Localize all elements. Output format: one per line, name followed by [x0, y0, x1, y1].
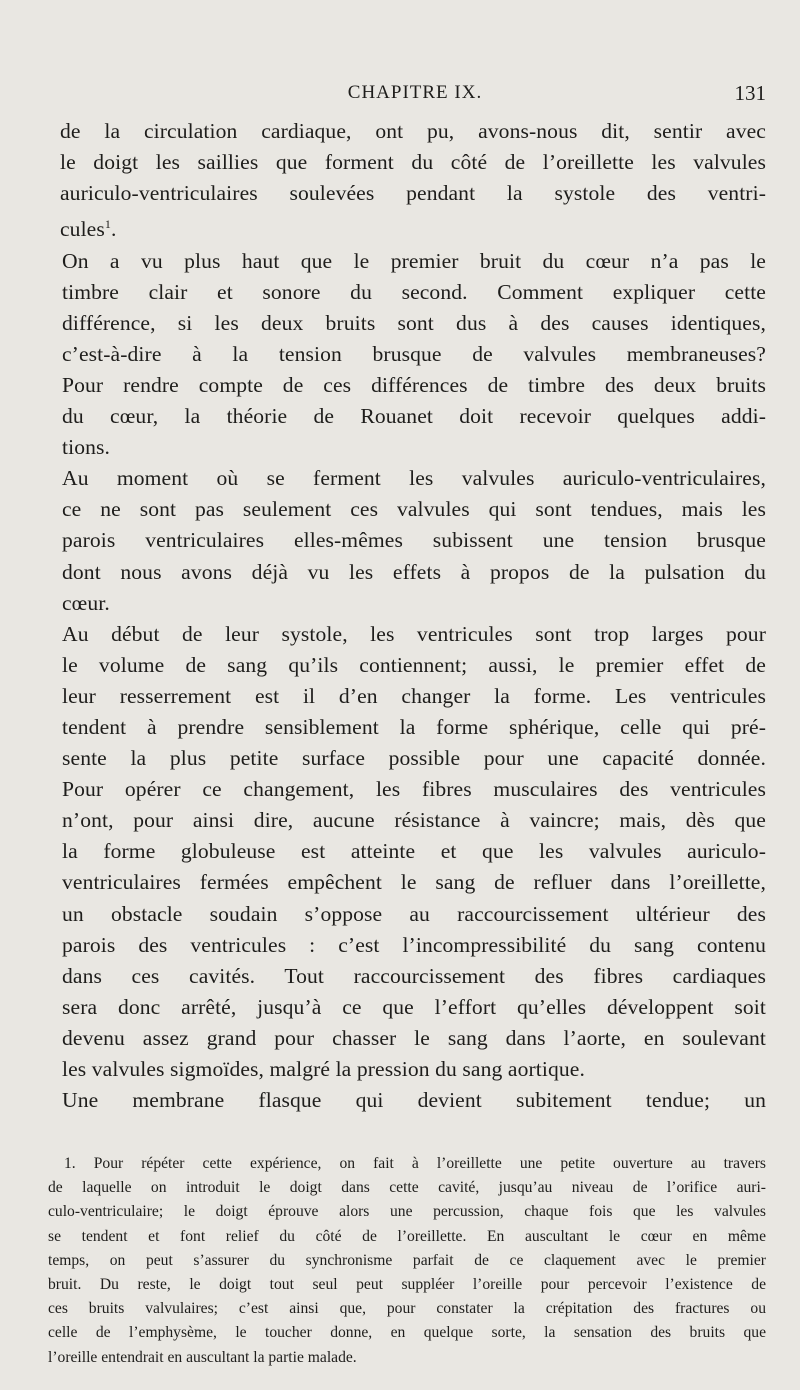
text-line: la forme globuleuse est atteinte et que les valvules auriculo- — [62, 839, 766, 864]
footnote-line: ces bruits valvulaires; c’est ainsi que, pour constater la crépitation des fractures ou — [48, 1300, 766, 1318]
footnote — [48, 1152, 766, 1370]
text-line: sente la plus petite surface possible pour une capacité donnée. — [62, 746, 766, 771]
text-line: c’est-à-dire à la tension brusque de valvules membraneuses? — [62, 341, 766, 366]
text-line: le volume de sang qu’ils contiennent; aussi, le premier effet de — [62, 652, 766, 677]
text-line — [60, 209, 766, 245]
text-line: les valvules sigmoïdes, malgré la pression du sang aortique. — [62, 1057, 585, 1081]
text-line: de la circulation cardiaque, ont pu, avons-nous dit, sentir avec — [60, 119, 766, 143]
text-line: dans ces cavités. Tout raccourcissement des fibres cardiaques — [62, 963, 766, 988]
paragraph — [60, 619, 766, 1085]
text-line: On a vu plus haut que le premier bruit du cœur n’a pas le — [62, 248, 766, 273]
text-line: Au début de leur systole, les ventricules sont trop larges pour — [62, 621, 766, 646]
text-line: différence, si les deux bruits sont dus à des causes identiques, — [62, 310, 766, 335]
body-text — [60, 116, 766, 1116]
text-line: tions. — [62, 435, 110, 460]
footnote-line: de laquelle on introduit le doigt dans cette cavité, jusqu’au niveau de l’orifice auri- — [48, 1179, 766, 1197]
paragraph — [60, 246, 766, 464]
text-line: un obstacle soudain s’oppose au raccourcissement ultérieur des — [62, 901, 766, 926]
footnote-line: culo-ventriculaire; le doigt éprouve alors une percussion, chaque fois que les valvules — [48, 1203, 766, 1221]
text-line: tendent à prendre sensiblement la forme sphérique, celle qui pré- — [62, 714, 766, 739]
footnote-line: se tendent et font relief du côté de l’oreillette. En auscultant le cœur en même — [48, 1227, 766, 1245]
paragraph — [60, 1085, 766, 1116]
text-line: leur resserrement est il d’en changer la forme. Les ventricules — [62, 683, 766, 708]
page-header — [60, 82, 770, 112]
footnote-line: celle de l’emphysème, le toucher donne, en quelque sorte, la sensation des bruits que — [48, 1324, 766, 1342]
text-line: ce ne sont pas seulement ces valvules qui sont tendues, mais les — [62, 497, 766, 522]
text-line: auriculo-ventriculaires soulevées pendant la systole des ventri- — [60, 181, 766, 206]
footnote-line: temps, on peut s’assurer du synchronisme parfait de ce claquement avec le premier — [48, 1251, 766, 1269]
text-fragment: . — [110, 217, 117, 242]
text-line: dont nous avons déjà vu les effets à propos de la pulsation du — [62, 559, 766, 584]
text-line: ventriculaires fermées empêchent le sang de refluer dans l’oreillette, — [62, 870, 766, 895]
text-line: parois ventriculaires elles-mêmes subissent une tension brusque — [62, 528, 766, 553]
text-line: timbre clair et sonore du second. Comment expliquer cette — [62, 279, 766, 304]
text-line: n’ont, pour ainsi dire, aucune résistance à vaincre; mais, dès que — [62, 808, 766, 833]
text-line: devenu assez grand pour chasser le sang dans l’aorte, en soulevant — [62, 1025, 766, 1050]
text-line: Pour rendre compte de ces différences de timbre des deux bruits — [62, 372, 766, 397]
text-fragment: cules — [60, 217, 105, 242]
text-line: Au moment où se ferment les valvules auriculo-ventriculaires, — [62, 466, 766, 491]
text-line: du cœur, la théorie de Rouanet doit recevoir quelques addi- — [62, 404, 766, 429]
footnote-line: l’oreille entendrait en auscultant la partie malade. — [48, 1348, 357, 1366]
footnote-reference: 1 — [104, 217, 111, 232]
text-line: parois des ventricules : c’est l’incompressibilité du sang contenu — [62, 932, 766, 957]
text-line: le doigt les saillies que forment du côté de l’oreillette les valvules — [60, 150, 766, 175]
page-number: 131 — [734, 81, 766, 105]
paragraph — [60, 463, 766, 618]
footnote-line: 1. Pour répéter cette expérience, on fait à l’oreillette une petite ouverture au travers — [64, 1155, 766, 1172]
footnote-line: bruit. Du reste, le doigt tout seul peut suppléer l’oreille pour percevoir l’existence de — [48, 1276, 766, 1294]
running-head: CHAPITRE IX. — [347, 82, 483, 103]
text-line: Pour opérer ce changement, les fibres musculaires des ventricules — [62, 777, 766, 802]
text-line: sera donc arrêté, jusqu’à ce que l’effort qu’elles développent soit — [62, 994, 766, 1019]
text-line: Une membrane flasque qui devient subitement tendue; un — [62, 1088, 766, 1113]
paragraph — [60, 116, 766, 246]
text-line: cœur. — [62, 590, 110, 615]
